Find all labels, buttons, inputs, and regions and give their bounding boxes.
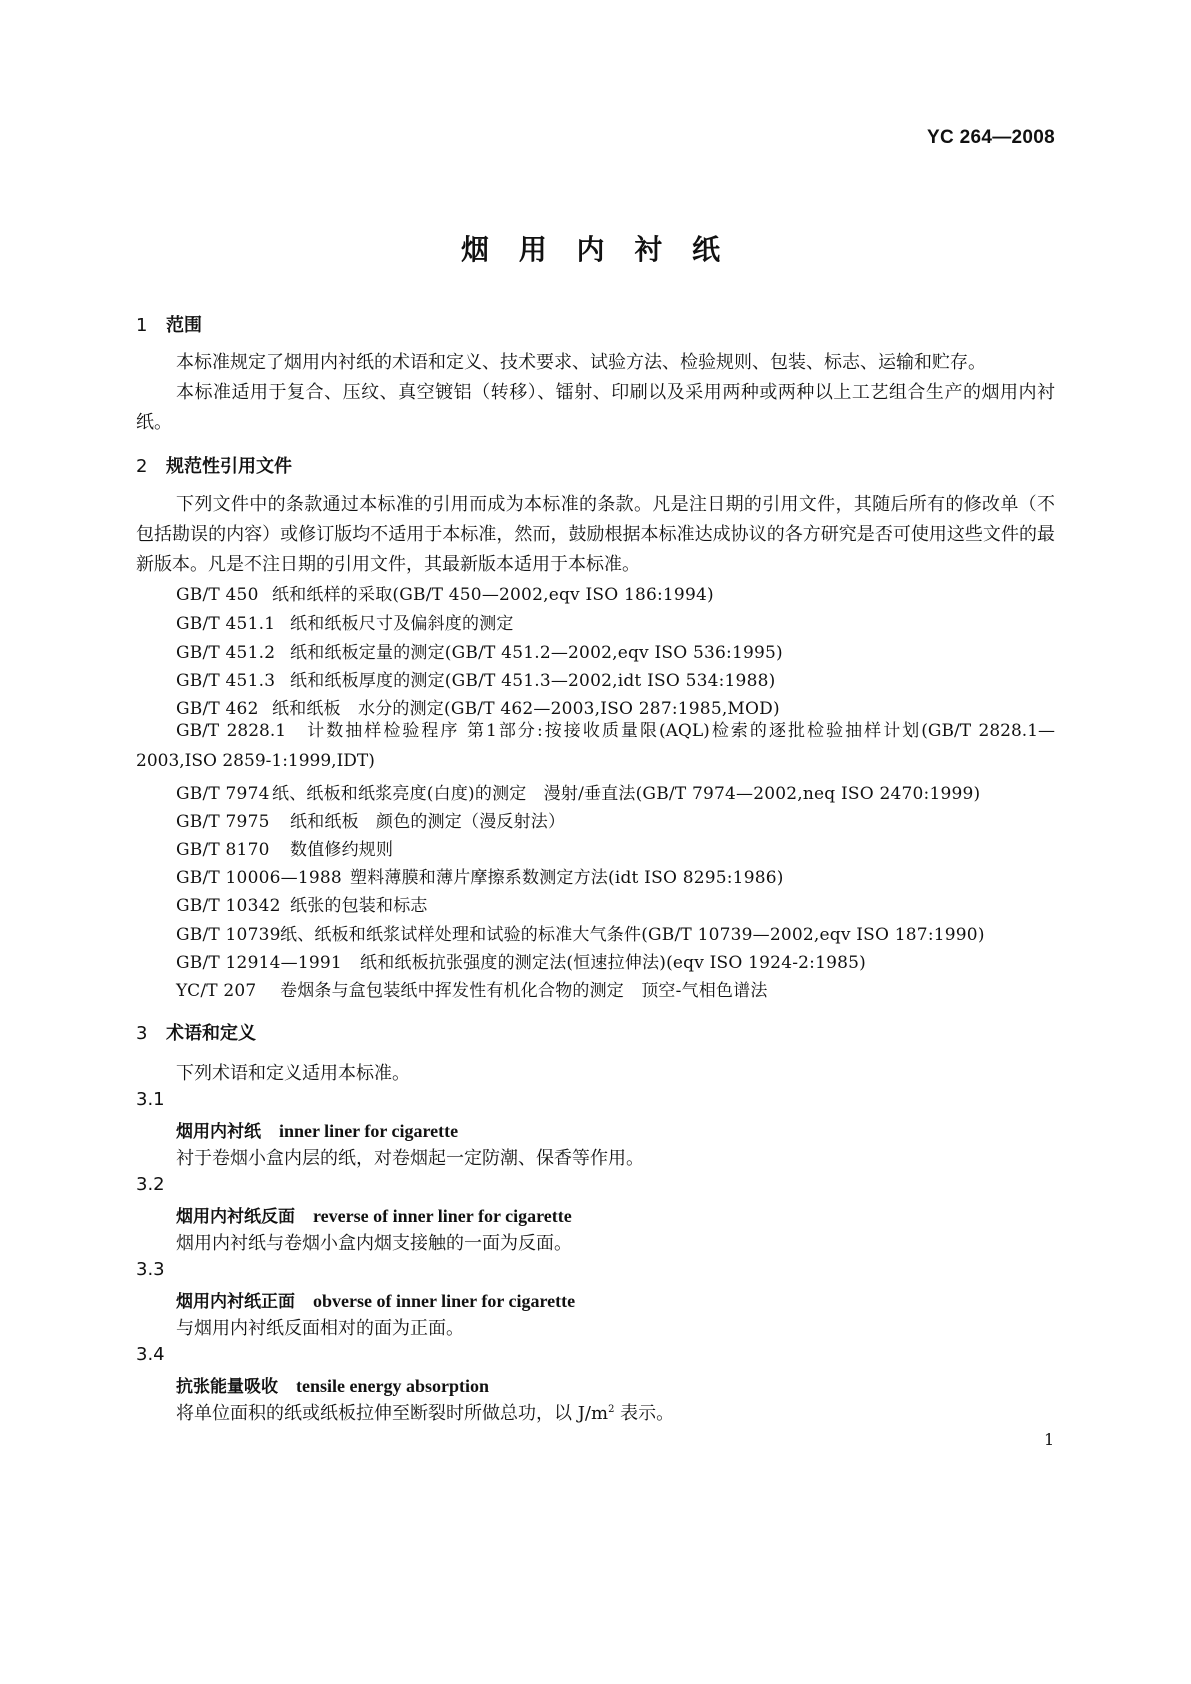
- reference-item: [136, 716, 1055, 776]
- reference-code: GB/T 10342: [176, 896, 281, 916]
- term-chinese: 抗张能量吸收: [176, 1377, 278, 1397]
- standard-code-header: YC 264—2008: [927, 127, 1055, 148]
- reference-item: [176, 976, 768, 1001]
- section-heading-normative-references: [136, 452, 292, 478]
- reference-item: [176, 891, 428, 916]
- scope-paragraph-2: 本标准适用于复合、压纹、真空镀铝（转移）、镭射、印刷以及采用两种或两种以上工艺组合生产的烟用内衬纸。: [136, 382, 1055, 433]
- reference-item: [176, 580, 714, 605]
- superscript-exponent: 2: [608, 1404, 615, 1415]
- reference-title: 纸、纸板和纸浆亮度(白度)的测定 漫射/垂直法(GB/T 7974—2002,neq ISO 2470:1999): [272, 784, 981, 804]
- term-number: 3.3: [136, 1259, 165, 1280]
- reference-title: 数值修约规则: [290, 840, 394, 860]
- term-definition: 烟用内衬纸与卷烟小盒内烟支接触的一面为反面。: [176, 1233, 572, 1254]
- term-chinese: 烟用内衬纸反面: [176, 1207, 295, 1227]
- reference-title: 纸和纸样的采取(GB/T 450—2002,eqv ISO 186:1994): [272, 585, 714, 605]
- reference-title: 卷烟条与盒包装纸中挥发性有机化合物的测定 顶空-气相色谱法: [280, 981, 768, 1001]
- term-number: 3.2: [136, 1174, 165, 1195]
- reference-item: [176, 807, 565, 832]
- scope-paragraph-1: 本标准规定了烟用内衬纸的术语和定义、技术要求、试验方法、检验规则、包装、标志、运输和贮存。: [176, 352, 986, 373]
- reference-item: [176, 835, 393, 860]
- reference-code: GB/T 451.2: [176, 643, 276, 663]
- section-number: 2: [136, 456, 148, 477]
- term-english: reverse of inner liner for cigarette: [313, 1206, 572, 1226]
- reference-item: [176, 638, 783, 663]
- normative-intro-paragraph: 下列文件中的条款通过本标准的引用而成为本标准的条款。凡是注日期的引用文件，其随后所有的修改单（不包括勘误的内容）或修订版均不适用于本标准，然而，鼓励根据本标准达成协议的各方研究是否可使用这些文件的最新版本。凡是不注日期的引用文件，其最新版本适用于本标准。: [136, 494, 1055, 575]
- reference-title: 纸、纸板和纸浆试样处理和试验的标准大气条件(GB/T 10739—2002,eqv ISO 187:1990): [280, 925, 985, 945]
- term-heading: [176, 1372, 489, 1397]
- section-number: 1: [136, 315, 148, 336]
- reference-code: GB/T 10739: [176, 925, 281, 945]
- reference-title: 纸张的包装和标志: [290, 896, 428, 916]
- reference-item: [176, 920, 985, 945]
- term-definition: 衬于卷烟小盒内层的纸，对卷烟起一定防潮、保香等作用。: [176, 1148, 644, 1169]
- reference-title: 纸和纸板定量的测定(GB/T 451.2—2002,eqv ISO 536:1995): [290, 643, 783, 663]
- term-english: obverse of inner liner for cigarette: [313, 1291, 576, 1311]
- reference-code: GB/T 462: [176, 699, 259, 719]
- term-definition-tail: 表示。: [614, 1403, 675, 1424]
- reference-title: 纸和纸板 水分的测定(GB/T 462—2003,ISO 287:1985,MOD): [272, 699, 780, 719]
- section-heading-terms-definitions: [136, 1019, 256, 1045]
- reference-title: 纸和纸板抗张强度的测定法(恒速拉伸法)(eqv ISO 1924-2:1985): [360, 953, 866, 973]
- section-title: 范围: [166, 315, 202, 336]
- reference-code: GB/T 450: [176, 585, 259, 605]
- reference-item: [176, 609, 514, 634]
- term-english: tensile energy absorption: [296, 1376, 489, 1396]
- term-heading: [176, 1117, 458, 1142]
- section-title: 规范性引用文件: [166, 456, 292, 477]
- term-definition-text: 将单位面积的纸或纸板拉伸至断裂时所做总功，以 J/m: [176, 1403, 609, 1424]
- reference-code: GB/T 8170: [176, 840, 270, 860]
- term-definition: [176, 1399, 674, 1425]
- reference-code: GB/T 10006—1988: [176, 868, 342, 888]
- term-number: 3.4: [136, 1344, 165, 1365]
- term-definition: 与烟用内衬纸反面相对的面为正面。: [176, 1318, 464, 1339]
- reference-code: YC/T 207: [176, 981, 257, 1001]
- reference-code: GB/T 12914—1991: [176, 953, 342, 973]
- section-number: 3: [136, 1023, 148, 1044]
- reference-code: GB/T 2828.1: [176, 721, 287, 741]
- term-heading: [176, 1202, 572, 1227]
- section-heading-scope: [136, 311, 202, 337]
- reference-code: GB/T 451.3: [176, 671, 276, 691]
- reference-item: [176, 779, 980, 804]
- reference-title: 纸和纸板尺寸及偏斜度的测定: [290, 614, 514, 634]
- page-number: 1: [1044, 1430, 1055, 1449]
- reference-item: [176, 863, 784, 888]
- terms-intro: 下列术语和定义适用本标准。: [176, 1063, 410, 1084]
- reference-title: 塑料薄膜和薄片摩擦系数测定方法(idt ISO 8295:1986): [350, 868, 784, 888]
- reference-item: [176, 666, 775, 691]
- term-english: inner liner for cigarette: [279, 1121, 459, 1141]
- reference-title: 纸和纸板 颜色的测定（漫反射法）: [290, 812, 566, 832]
- reference-code: GB/T 7975: [176, 812, 270, 832]
- reference-code: GB/T 451.1: [176, 614, 276, 634]
- term-chinese: 烟用内衬纸: [176, 1122, 261, 1142]
- reference-item: [176, 948, 866, 973]
- term-heading: [176, 1287, 575, 1312]
- reference-title: 纸和纸板厚度的测定(GB/T 451.3—2002,idt ISO 534:1988): [290, 671, 776, 691]
- term-chinese: 烟用内衬纸正面: [176, 1292, 295, 1312]
- reference-code: GB/T 7974: [176, 784, 270, 804]
- section-title: 术语和定义: [166, 1023, 256, 1044]
- document-title: 烟 用 内 衬 纸: [461, 233, 730, 266]
- reference-title: 计数抽样检验程序 第1部分:按接收质量限(AQL)检索的逐批检验抽样计划(GB/T 2828.1—2003,ISO 2859-1:1999,IDT): [136, 721, 1056, 771]
- term-number: 3.1: [136, 1089, 165, 1110]
